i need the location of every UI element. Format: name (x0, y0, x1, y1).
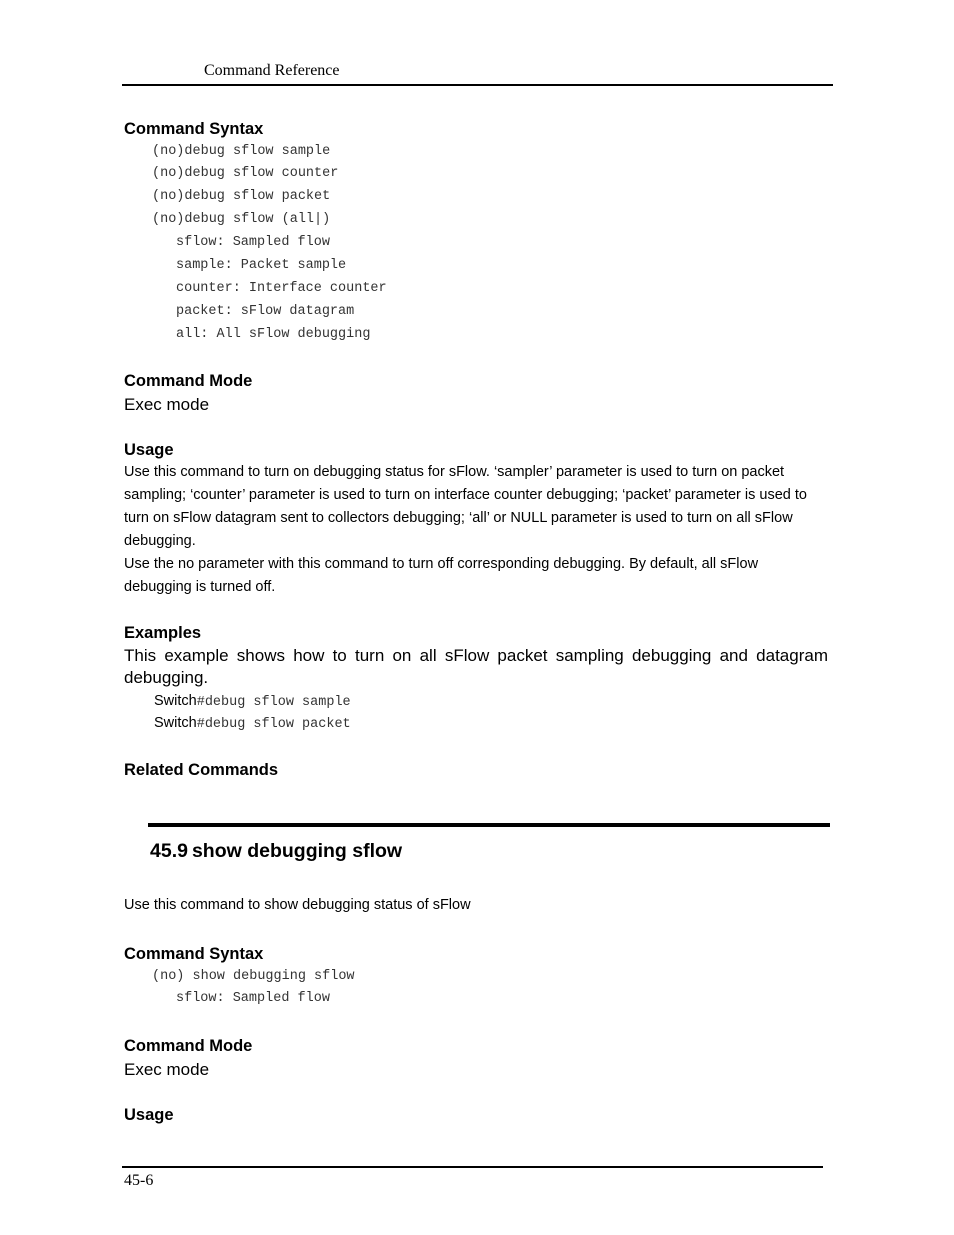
syntax-line: (no) show debugging sflow (152, 969, 355, 984)
usage-line: debugging is turned off. (124, 579, 276, 595)
example-cmd: #debug sflow sample (196, 695, 351, 710)
usage-line: Use the no parameter with this command to turn off corresponding debugging. By default, all sFlow (124, 556, 759, 572)
page-number: 45-6 (124, 1172, 154, 1189)
section-title (150, 840, 402, 863)
examples-intro-line: This example shows how to turn on all sFlow packet sampling debugging and datagram (124, 646, 828, 665)
mode-text: Exec mode (124, 395, 210, 414)
param-line: all: All sFlow debugging (176, 327, 371, 342)
example-prompt: Switch (154, 693, 197, 709)
usage-paragraph (124, 461, 829, 599)
section-intro: Use this command to show debugging status of sFlow (124, 897, 471, 913)
syntax-line: (no)debug sflow sample (152, 144, 331, 159)
param-line: packet: sFlow datagram (176, 304, 355, 319)
usage-line: sampling; ‘counter’ parameter is used to turn on interface counter debugging; ‘packet’ parameter is used to (124, 487, 807, 503)
example-prompt: Switch (154, 715, 197, 731)
usage-heading: Usage (124, 441, 174, 459)
examples-heading: Examples (124, 624, 202, 642)
syntax-heading: Command Syntax (124, 945, 264, 963)
running-header: Command Reference (204, 62, 340, 79)
syntax-line: (no)debug sflow packet (152, 189, 331, 204)
related-heading: Related Commands (124, 761, 279, 779)
section-number: 45.9 (150, 840, 188, 862)
section-name: show debugging sflow (191, 840, 403, 862)
mode-heading: Command Mode (124, 372, 253, 390)
usage-line: debugging. (124, 533, 196, 549)
usage-heading: Usage (124, 1106, 174, 1124)
section-rule (148, 823, 830, 827)
example-command (154, 692, 351, 710)
usage-line: Use this command to turn on debugging status for sFlow. ‘sampler’ parameter is used to turn on packet (124, 464, 785, 480)
param-line: sflow: Sampled flow (176, 991, 330, 1006)
param-line: counter: Interface counter (176, 281, 387, 296)
syntax-heading: Command Syntax (124, 120, 264, 138)
examples-intro-line: debugging. (124, 668, 209, 687)
syntax-line: (no)debug sflow counter (152, 166, 339, 181)
example-command (154, 714, 351, 732)
example-cmd: #debug sflow packet (196, 717, 351, 732)
header-rule (122, 84, 833, 86)
param-line: sflow: Sampled flow (176, 235, 330, 250)
syntax-line: (no)debug sflow (all|) (152, 212, 331, 227)
footer-rule (122, 1166, 823, 1168)
param-line: sample: Packet sample (176, 258, 347, 273)
mode-heading: Command Mode (124, 1037, 253, 1055)
usage-line: turn on sFlow datagram sent to collectors debugging; ‘all’ or NULL parameter is used to turn on all sFlow (124, 510, 793, 526)
mode-text: Exec mode (124, 1060, 210, 1079)
